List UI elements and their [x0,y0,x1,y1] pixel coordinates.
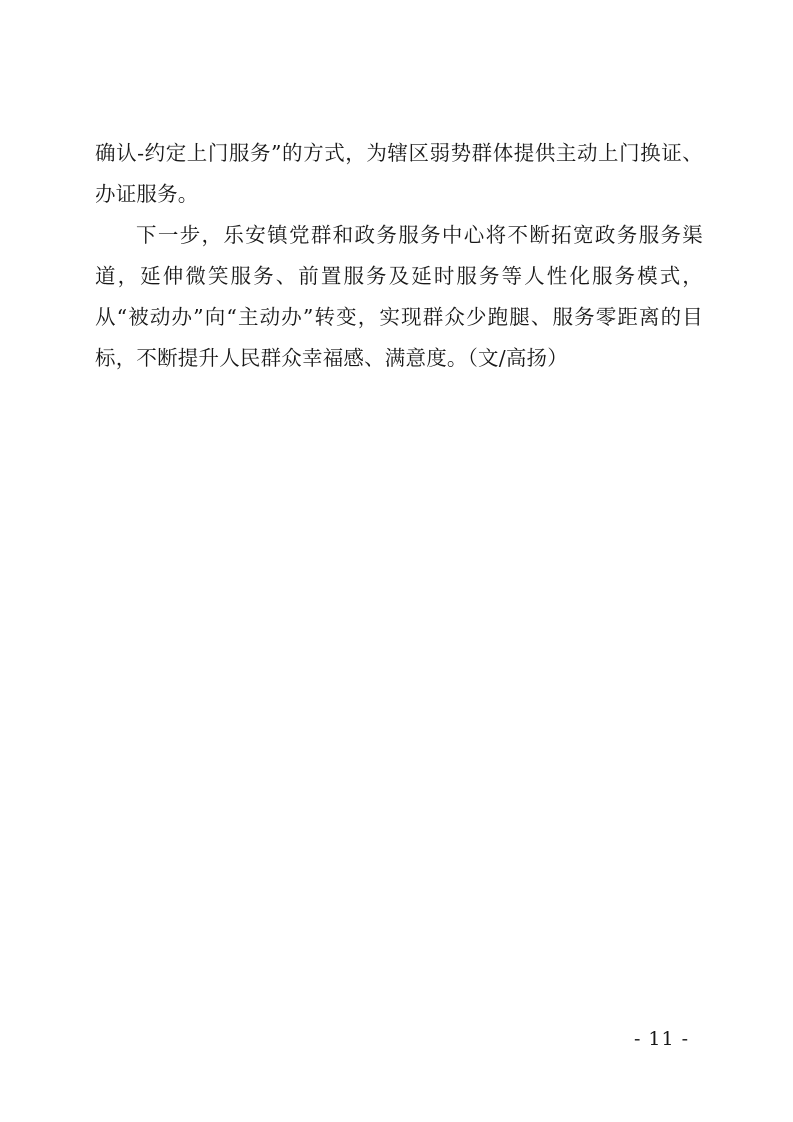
document-body [95,133,703,379]
page-number-label: - 11 - [633,1028,690,1050]
paragraph-1: 确认-约定上门服务”的方式，为辖区弱势群体提供主动上门换证、办证服务。 [95,141,703,206]
page-number [0,1028,793,1050]
paragraph-2: 下一步，乐安镇党群和政务服务中心将不断拓宽政务服务渠道，延伸微笑服务、前置服务及延时服务等人性化服务模式，从“被动办”向“主动办”转变，实现群众少跑腿、服务零距离的目标，不断提升人民群众幸福感、满意度。（文/高扬） [95,223,703,370]
